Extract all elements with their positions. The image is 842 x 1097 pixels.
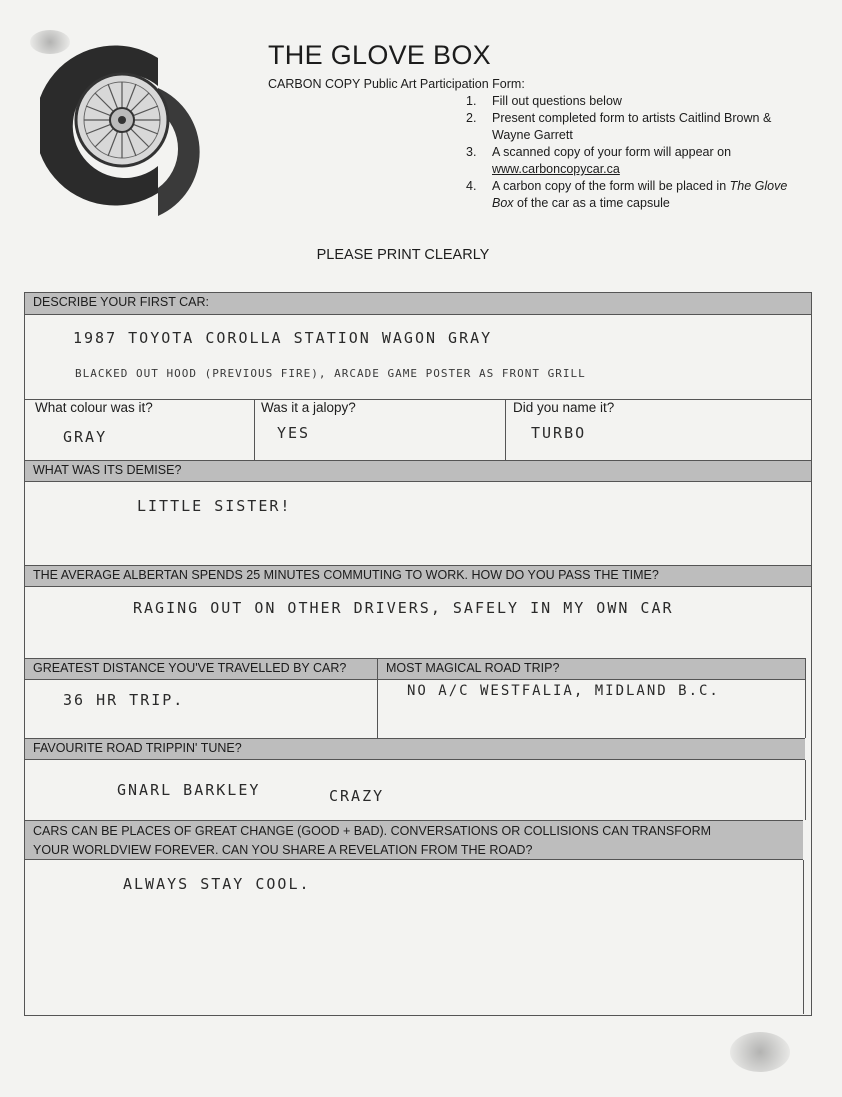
form-subtitle: CARBON COPY Public Art Participation Form:	[268, 77, 525, 91]
magical-answer[interactable]: NO A/C WESTFALIA, MIDLAND B.C.	[407, 683, 720, 699]
tune-song-answer[interactable]: CRAZY	[329, 787, 385, 805]
divider	[254, 399, 255, 460]
demise-answer[interactable]: LITTLE SISTER!	[137, 497, 292, 515]
divider	[377, 680, 378, 738]
first-car-answer-line2[interactable]: BLACKED OUT HOOD (PREVIOUS FIRE), ARCADE GAME POSTER AS FRONT GRILL	[75, 367, 586, 380]
first-car-answer-line1[interactable]: 1987 TOYOTA COROLLA STATION WAGON GRAY	[73, 329, 493, 347]
website-link[interactable]: www.carboncopycar.ca	[492, 162, 620, 176]
jalopy-label: Was it a jalopy?	[261, 400, 356, 415]
revelation-answer[interactable]: ALWAYS STAY COOL.	[123, 875, 311, 893]
print-clearly-note: PLEASE PRINT CLEARLY	[316, 247, 490, 263]
magical-label: MOST MAGICAL ROAD TRIP?	[377, 658, 805, 680]
demise-label: WHAT WAS ITS DEMISE?	[25, 460, 811, 482]
name-answer[interactable]: TURBO	[531, 424, 587, 442]
jalopy-answer[interactable]: YES	[277, 424, 311, 442]
scan-smudge	[30, 30, 70, 54]
tune-artist-answer[interactable]: GNARL BARKLEY	[117, 781, 261, 799]
instruction-step: 1. Fill out questions below	[466, 94, 622, 108]
distance-answer[interactable]: 36 HR TRIP.	[63, 691, 185, 709]
participation-form	[24, 292, 812, 1016]
revelation-label-line1: CARS CAN BE PLACES OF GREAT CHANGE (GOOD + BAD). CONVERSATIONS OR COLLISIONS CAN TRANSFORM	[33, 824, 712, 838]
form-title: THE GLOVE BOX	[268, 40, 491, 70]
tune-label: FAVOURITE ROAD TRIPPIN' TUNE?	[25, 738, 805, 760]
divider	[805, 658, 806, 738]
divider	[805, 760, 806, 820]
instruction-step: 3. A scanned copy of your form will appear on www.carboncopycar.ca	[466, 145, 732, 176]
wheel-logo-icon	[40, 38, 200, 218]
divider	[505, 399, 506, 460]
instruction-step: 4. A carbon copy of the form will be placed in The Glove Box of the car as a time capsule	[466, 179, 788, 210]
colour-answer[interactable]: GRAY	[63, 428, 108, 446]
divider	[803, 860, 804, 1014]
instruction-step: 2. Present completed form to artists Caitlind Brown & Wayne Garrett	[466, 111, 772, 142]
revelation-label-line2: YOUR WORLDVIEW FOREVER. CAN YOU SHARE A REVELATION FROM THE ROAD?	[33, 843, 533, 857]
commute-label: THE AVERAGE ALBERTAN SPENDS 25 MINUTES COMMUTING TO WORK. HOW DO YOU PASS THE TIME?	[25, 565, 811, 587]
instruction-list	[466, 93, 806, 212]
first-car-label: DESCRIBE YOUR FIRST CAR:	[25, 293, 811, 315]
distance-label: GREATEST DISTANCE YOU'VE TRAVELLED BY CAR?	[25, 658, 377, 680]
commute-answer[interactable]: RAGING OUT ON OTHER DRIVERS, SAFELY IN MY OWN CAR	[133, 599, 674, 617]
revelation-label	[25, 820, 803, 860]
colour-label: What colour was it?	[35, 400, 153, 415]
scan-smudge	[730, 1032, 790, 1072]
name-label: Did you name it?	[513, 400, 615, 415]
